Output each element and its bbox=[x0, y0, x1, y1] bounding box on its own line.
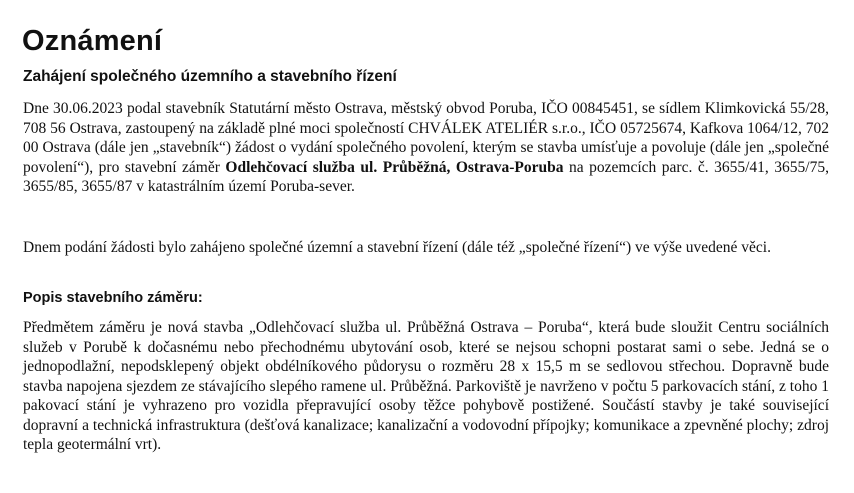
paragraph-application bbox=[23, 99, 829, 197]
section-heading: Popis stavebního záměru: bbox=[23, 290, 203, 306]
page-title: Oznámení bbox=[22, 25, 163, 57]
paragraph-application-text: Dne 30.06.2023 podal stavebník Statutární město Ostrava, městský obvod Poruba, IČO 00845451, se sídlem Klimkovická 55/28, 708 56 Ostrava, zastoupený na základě plné moci společností CHVÁLEK ATELIÉR s.r.o., IČO 05725674, Kafkova 1064/12, 702 00 Ostrava (dále jen „stavebník“) žádost o vydání společného povolení, kterým se stavba umísťuje a povoluje (dále jen „společné povolení“), pro stavební záměr bbox=[23, 100, 829, 176]
project-name: Odlehčovací služba ul. Průběžná, Ostrava-Poruba bbox=[225, 158, 564, 176]
paragraph-application-tail: na pozemcích parc. č. 3655/41, 3655/75, 3655/85, 3655/87 v katastrálním území Poruba-sever. bbox=[23, 158, 829, 195]
page-subtitle: Zahájení společného územního a stavebního řízení bbox=[23, 68, 397, 85]
paragraph-procedure-start: Dnem podání žádosti bylo zahájeno společné územní a stavební řízení (dále též „společné řízení“) ve výše uvedené věci. bbox=[23, 239, 771, 256]
paragraph-project-description: Předmětem záměru je nová stavba „Odlehčovací služba ul. Průběžná Ostrava – Poruba“, která bude sloužit Centru sociálních služeb v Porubě k dočasnému nebo přechodnému ubytování osob, které se nejsou schopni postarat sami o sebe. Jedná se o jednopodlažní, nepodsklepený objekt obdélníkového půdorysu o rozměru 28 x 15,5 m se sedlovou střechou. Dopravně bude stavba napojena sjezdem ze stávajícího slepého ramene ul. Průběžná. Parkoviště je navrženo v počtu 5 parkovacích stání, z toho 1 pakovací stání je vyhrazeno pro vozidla přepravující osoby těžce pohybově postižené. Součástí stavby je také související dopravní a technická infrastruktura (dešťová kanalizace; kanalizační a vodovodní přípojky; komunikace a zpevněné plochy; zdroj tepla geotermální vrt). bbox=[23, 319, 829, 453]
